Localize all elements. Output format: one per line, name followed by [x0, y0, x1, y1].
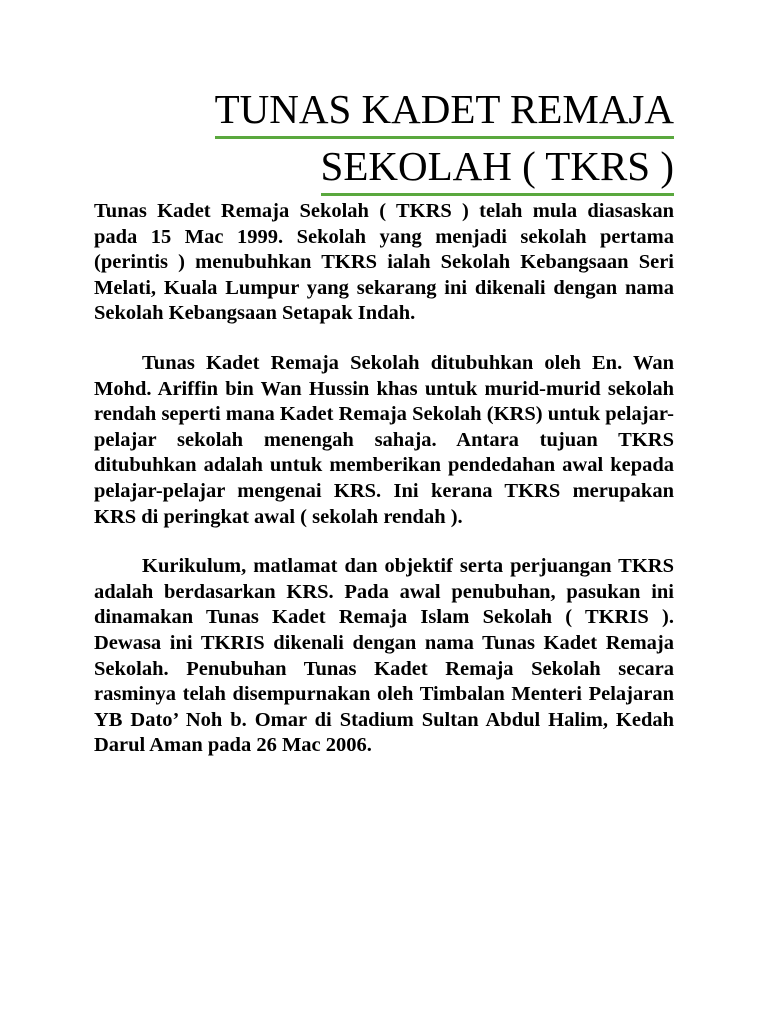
paragraph-2: Tunas Kadet Remaja Sekolah ditubuhkan oleh En. Wan Mohd. Ariffin bin Wan Hussin khas untuk murid-murid sekolah rendah seperti mana Kadet Remaja Sekolah (KRS) untuk pelajar-pelajar sekolah menengah sahaja. Antara tujuan TKRS ditubuhkan adalah untuk memberikan pendedahan awal kepada pelajar-pelajar mengenai KRS. Ini kerana TKRS merupakan KRS di peringkat awal ( sekolah rendah ).: [94, 351, 674, 528]
title-line-1: TUNAS KADET REMAJA: [215, 86, 674, 139]
paragraph-1: Tunas Kadet Remaja Sekolah ( TKRS ) telah mula diasaskan pada 15 Mac 1999. Sekolah yang menjadi sekolah pertama (perintis ) menubuhkan TKRS ialah Sekolah Kebangsaan Seri Melati, Kuala Lumpur yang sekarang ini dikenali dengan nama Sekolah Kebangsaan Setapak Indah.: [94, 200, 674, 325]
paragraph-3: Kurikulum, matlamat dan objektif serta perjuangan TKRS adalah berdasarkan KRS. Pada awal penubuhan, pasukan ini dinamakan Tunas Kadet Remaja Islam Sekolah ( TKRIS ). Dewasa ini TKRIS dikenali dengan nama Tunas Kadet Remaja Sekolah. Penubuhan Tunas Kadet Remaja Sekolah secara rasminya telah disempurnakan oleh Timbalan Menteri Pelajaran YB Dato’ Noh b. Omar di Stadium Sultan Abdul Halim, Kedah Darul Aman pada 26 Mac 2006.: [94, 555, 674, 757]
title-line-2: SEKOLAH ( TKRS ): [321, 143, 674, 196]
page-title: [94, 86, 674, 196]
body-text: [94, 199, 674, 783]
